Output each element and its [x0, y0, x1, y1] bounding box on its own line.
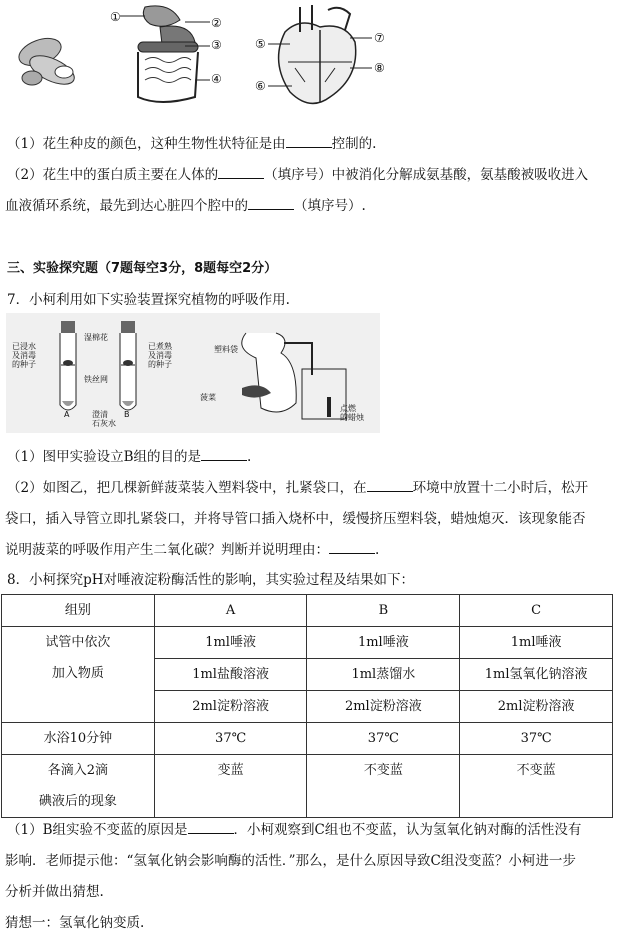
q7-part1-pre: （1）图甲实验设立B组的目的是: [7, 449, 202, 465]
header-group: 组别: [2, 595, 155, 627]
add-cell-a: [154, 627, 307, 723]
label-spinach: 菠菜: [200, 393, 216, 402]
table-row: [2, 723, 613, 755]
result-a: [154, 755, 307, 818]
q7-blank-3[interactable]: [329, 541, 375, 554]
q8-part1-line3: 分析并做出猜想.: [5, 884, 104, 900]
heart-figure: [250, 2, 390, 114]
q6-part2: [7, 163, 588, 183]
bath-b: 37℃: [307, 723, 460, 755]
q7-part2-post: 环境中放置十二小时后，松开: [412, 480, 589, 496]
heart-label-7: ⑦: [374, 31, 385, 45]
q7-part1-post: .: [247, 449, 252, 465]
add-c-2: 1ml氢氧化钠溶液: [460, 658, 612, 690]
peanut-figure: [12, 30, 82, 92]
heart-label-8: ⑧: [374, 61, 385, 75]
organ-label-1: ①: [110, 10, 121, 24]
header-b: B: [307, 595, 460, 627]
add-cell-c: [460, 627, 613, 723]
q7-blank-1[interactable]: [201, 448, 247, 461]
q7-part2-line3-post: .: [375, 542, 380, 558]
q8-part1-line2: 影响．老师提示他：“氢氧化钠会影响酶的活性．”那么，是什么原因导致C组没变蓝？小柯进一步: [5, 853, 576, 869]
add-a-2: 1ml盐酸溶液: [155, 658, 307, 690]
label-lit-candle: 点燃 的蜡烛: [340, 404, 364, 422]
add-a-3: 2ml淀粉溶液: [155, 690, 307, 722]
q7-part2: [7, 476, 588, 496]
q7-part2-line3: [5, 538, 379, 558]
q6-part2-cont: [5, 194, 366, 214]
row-label-result: [2, 755, 155, 818]
q6-part2-mid: （填序号）中被消化分解成氨基酸，氨基酸被吸收进入: [264, 167, 589, 183]
experiment-table: [1, 594, 613, 818]
row-label-result-1: 各滴入2滴: [47, 763, 108, 778]
q6-blank-3[interactable]: [248, 197, 294, 210]
label-plastic-bag: 塑料袋: [214, 345, 238, 354]
heart-label-5: ⑤: [255, 37, 266, 51]
label-soaked-seeds: 已浸水 及消毒 的种子: [12, 342, 36, 369]
section-3-heading: 三、实验探究题（7题每空3分，8题每空2分）: [7, 261, 278, 276]
label-boiled-seeds: 已煮熟 及消毒 的种子: [148, 342, 172, 369]
q7-part2-line2: 袋口，插入导管立即扎紧袋口，并将导管口插入烧杯中，缓慢挤压塑料袋，蜡烛熄灭．该现象能否: [5, 511, 586, 527]
add-cell-b: [307, 627, 460, 723]
bath-c: 37℃: [460, 723, 613, 755]
row-label-result-2: 碘液后的现象: [38, 794, 117, 809]
table-row: [2, 755, 613, 818]
q7-stem: 7．小柯利用如下实验装置探究植物的呼吸作用.: [7, 292, 290, 308]
result-c-text: 不变蓝: [516, 763, 556, 778]
result-b: [307, 755, 460, 818]
table-row: [2, 627, 613, 723]
result-c: [460, 755, 613, 818]
add-c-1: 1ml唾液: [510, 635, 562, 650]
apparatus-jia-figure: [6, 313, 380, 433]
q7-part2-line3-pre: 说明菠菜的呼吸作用产生二氧化碳？判断并说明理由：: [5, 542, 329, 558]
header-a: A: [154, 595, 307, 627]
q8-blank-1[interactable]: [188, 821, 234, 834]
bath-a: 37℃: [154, 723, 307, 755]
add-b-2: 1ml蒸馏水: [307, 658, 459, 690]
add-b-3: 2ml淀粉溶液: [307, 690, 459, 722]
add-b-1: 1ml唾液: [357, 635, 409, 650]
q6-part1-post: 控制的.: [331, 136, 377, 152]
q7-part1: [7, 445, 251, 465]
q8-guess-1: 猜想一：氢氧化钠变质.: [5, 915, 145, 931]
q6-part2-pre: （2）花生中的蛋白质主要在人体的: [7, 167, 219, 183]
row-label-add: [2, 627, 155, 723]
organ-label-3: ③: [211, 38, 222, 52]
q6-part2-cont-post: （填序号）.: [294, 198, 366, 214]
label-tube-b: B: [124, 410, 130, 419]
q6-blank-2[interactable]: [218, 166, 264, 179]
q8-part1-pre: （1）B组实验不变蓝的原因是: [7, 822, 188, 838]
add-c-3: 2ml淀粉溶液: [460, 690, 612, 722]
label-limewater: 澄清 石灰水: [92, 410, 116, 428]
result-b-text: 不变蓝: [363, 763, 403, 778]
q7-part2-pre: （2）如图乙，把几棵新鲜菠菜装入塑料袋中，扎紧袋口，在: [7, 480, 367, 496]
heart-label-6: ⑥: [255, 79, 266, 93]
q6-part1: [7, 132, 376, 152]
organ-label-4: ④: [211, 72, 222, 86]
label-wet-cotton: 湿棉花: [84, 333, 108, 342]
table-row: [2, 595, 613, 627]
organ-label-2: ②: [211, 16, 222, 30]
q7-blank-2[interactable]: [367, 479, 413, 492]
q8-part1-post: ．小柯观察到C组也不变蓝，认为氢氧化钠对酶的活性没有: [233, 822, 582, 838]
row-label-add-2: 加入物质: [51, 666, 104, 681]
header-c: C: [460, 595, 613, 627]
add-a-1: 1ml唾液: [205, 635, 256, 650]
row-label-bath: 水浴10分钟: [2, 723, 155, 755]
q8-part1: [7, 818, 581, 838]
q8-stem: 8．小柯探究pH对唾液淀粉酶活性的影响，其实验过程及结果如下：: [7, 572, 415, 588]
q6-part1-pre: （1）花生种皮的颜色，这种生物性状特征是由: [7, 136, 286, 152]
label-wire-mesh: 铁丝网: [84, 375, 108, 384]
label-tube-a: A: [64, 410, 70, 419]
row-label-add-1: 试管中依次: [45, 635, 111, 650]
q6-blank-1[interactable]: [286, 135, 332, 148]
result-a-text: 变蓝: [217, 763, 244, 778]
q6-part2-cont-pre: 血液循环系统，最先到达心脏四个腔中的: [5, 198, 248, 214]
